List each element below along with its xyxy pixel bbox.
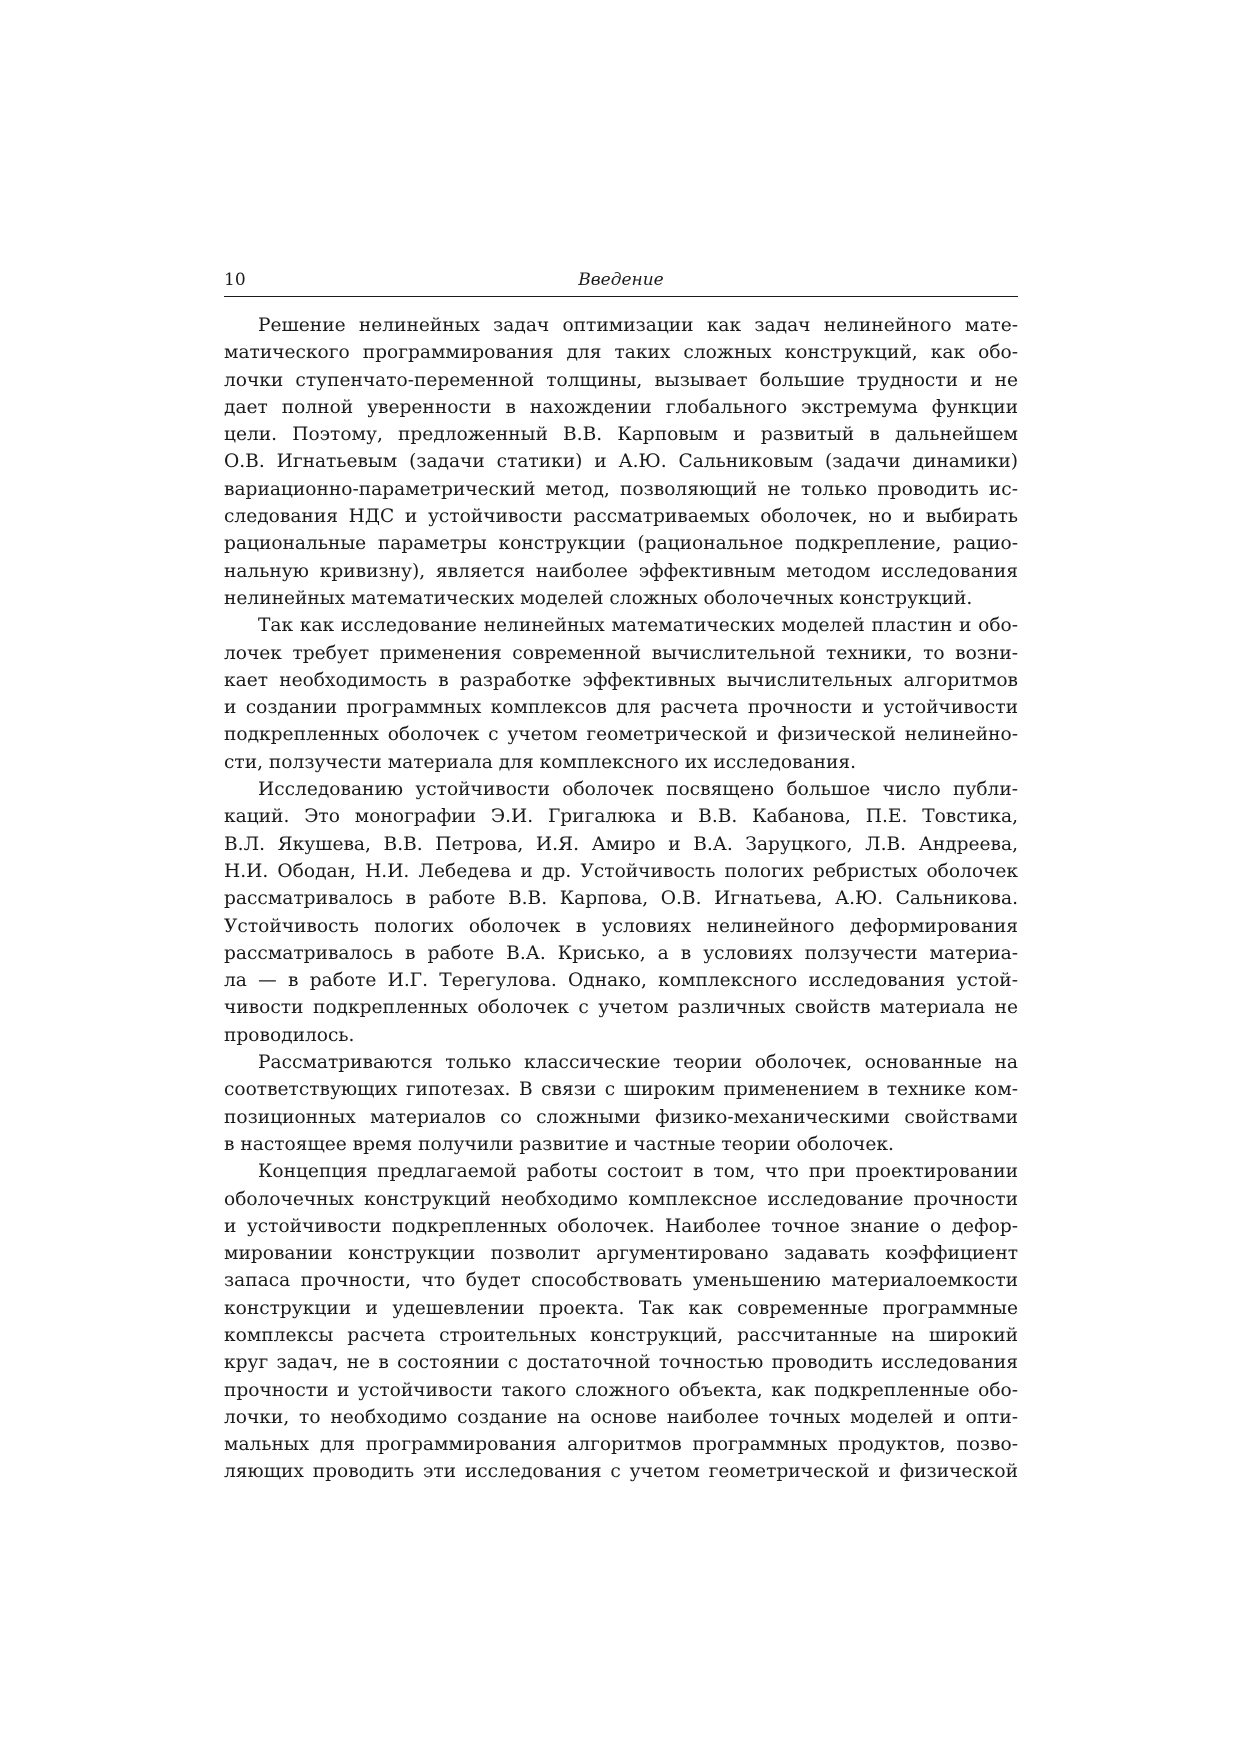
text-line: Решение нелинейных задач оптимизации как задач нелинейного мате- [258,315,1018,336]
running-head [224,268,1018,297]
text-line: проводилось. [224,1024,355,1046]
text-line: в настоящее время получили развитие и частные теории оболочек. [224,1133,894,1155]
text-line: следования НДС и устойчивости рассматриваемых оболочек, но и выбирать [224,506,1018,528]
text-line: дает полной уверенности в нахождении глобального экстремума функции [224,396,1018,418]
text-line: рассматривалось в работе В.В. Карпова, О.В. Игнатьева, А.Ю. Сальникова. [224,888,1018,910]
text-line: круг задач, не в состоянии с достаточной точностью проводить исследования [224,1352,1018,1374]
text-line: ляющих проводить эти исследования с учетом геометрической и физической [224,1461,1018,1483]
text-line: и устойчивости подкрепленных оболочек. Наиболее точное знание о дефор- [224,1215,1018,1237]
text-line: нелинейных математических моделей сложных оболочечных конструкций. [224,587,973,609]
text-line: лочек требует применения современной вычислительной техники, то возни- [224,642,1018,664]
text-line: цели. Поэтому, предложенный В.В. Карповым и развитый в дальнейшем [224,424,1018,446]
text-line: прочности и устойчивости такого сложного объекта, как подкрепленные обо- [224,1379,1018,1401]
text-line: оболочечных конструкций необходимо комплексное исследование прочности [224,1188,1018,1210]
text-line: и создании программных комплексов для расчета прочности и устойчивости [224,697,1018,719]
text-line: комплексы расчета строительных конструкций, рассчитанные на широкий [224,1324,1018,1346]
text-line: рациональные параметры конструкции (рациональное подкрепление, рацио- [224,533,1018,555]
text-line: О.В. Игнатьевым (задачи статики) и А.Ю. Сальниковым (задачи динамики) [224,451,1018,473]
paragraph [224,612,1018,776]
text-line: позиционных материалов со сложными физико-механическими свойствами [224,1106,1018,1128]
text-line: лочки ступенчато-переменной толщины, вызывает большие трудности и не [224,369,1018,391]
paragraph [224,1158,1018,1486]
page-number: 10 [224,270,246,290]
text-line: Устойчивость пологих оболочек в условиях нелинейного деформирования [224,915,1018,937]
text-line: ла — в работе И.Г. Терегулова. Однако, комплексного исследования устой- [224,970,1018,992]
text-line: подкрепленных оболочек с учетом геометрической и физической нелинейно- [224,724,1018,746]
text-line: мальных для программирования алгоритмов программных продуктов, позво- [224,1434,1018,1456]
text-line: рассматривалось в работе В.А. Крисько, а в условиях ползучести материа- [224,942,1018,964]
text-line: вариационно-параметрический метод, позволяющий не только проводить ис- [224,478,1018,500]
text-line: мировании конструкции позволит аргументировано задавать коэффициент [224,1243,1018,1265]
paragraph [224,776,1018,1049]
text-line: В.Л. Якушева, В.В. Петрова, И.Я. Амиро и В.А. Заруцкого, Л.В. Андреева, [224,833,1018,855]
text-line: нальную кривизну), является наиболее эффективным методом исследования [224,560,1018,582]
paragraph [224,1049,1018,1158]
paragraph [224,312,1018,612]
text-line: Рассматриваются только классические теории оболочек, основанные на [258,1052,1018,1074]
text-line: матического программирования для таких сложных конструкций, как обо- [224,342,1018,364]
body-text [224,312,1018,1486]
text-line: конструкции и удешевлении проекта. Так как современные программные [224,1297,1018,1319]
text-line: Так как исследование нелинейных математических моделей пластин и обо- [258,615,1018,637]
text-line: Концепция предлагаемой работы состоит в том, что при проектировании [258,1161,1018,1183]
text-line: Исследованию устойчивости оболочек посвящено большое число публи- [258,779,1018,801]
running-title: Введение [578,270,664,290]
text-line: кает необходимость в разработке эффективных вычислительных алгоритмов [224,669,1018,691]
text-line: каций. Это монографии Э.И. Григалюка и В.В. Кабанова, П.Е. Товстика, [224,806,1018,828]
text-line: лочки, то необходимо создание на основе наиболее точных моделей и опти- [224,1406,1018,1428]
text-line: чивости подкрепленных оболочек с учетом различных свойств материала не [224,997,1018,1019]
text-line: сти, ползучести материала для комплексного их исследования. [224,751,857,773]
text-line: запаса прочности, что будет способствовать уменьшению материалоемкости [224,1270,1018,1292]
text-line: Н.И. Ободан, Н.И. Лебедева и др. Устойчивость пологих ребристых оболочек [224,860,1018,882]
text-line: соответствующих гипотезах. В связи с широким применением в технике ком- [224,1079,1018,1101]
